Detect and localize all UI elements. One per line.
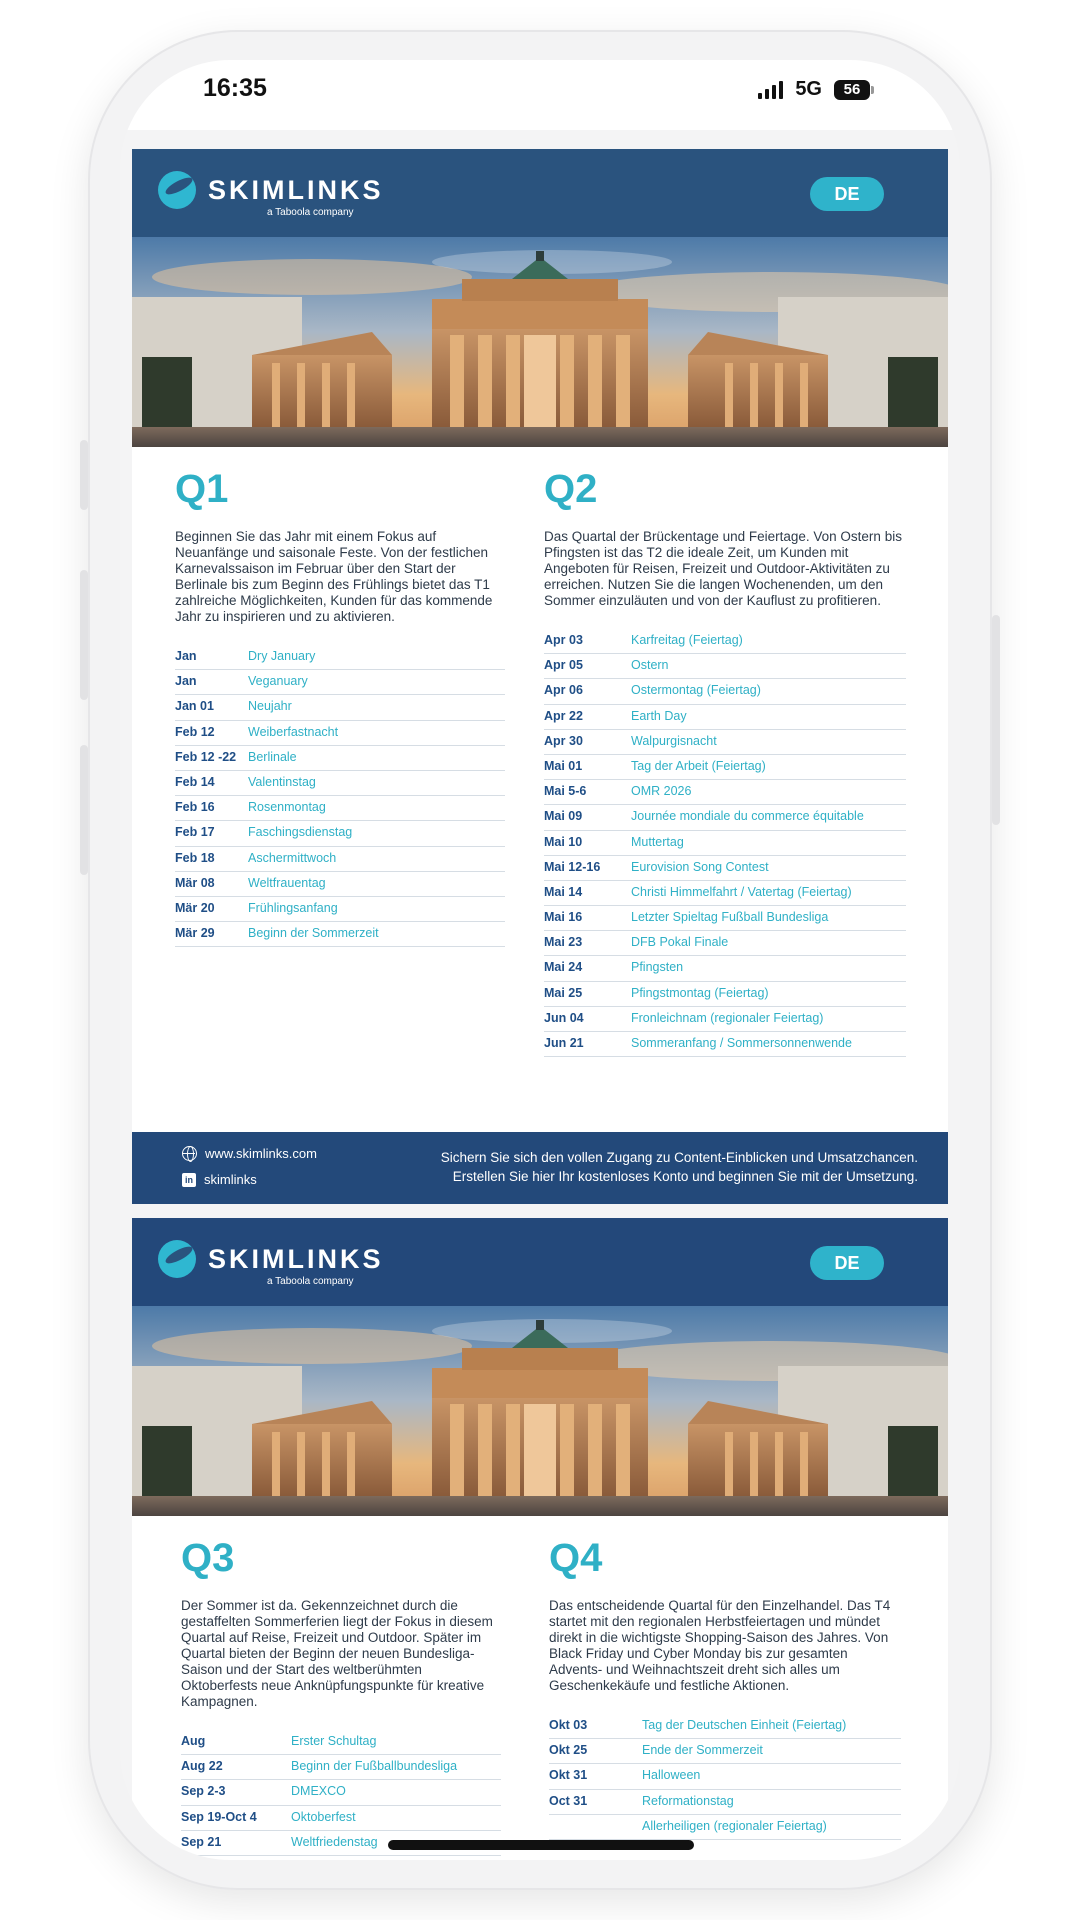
event-name: Ostern (631, 658, 669, 673)
event-row (544, 931, 906, 956)
event-row (544, 780, 906, 805)
quarter-intro: Der Sommer ist da. Gekennzeichnet durch die gestaffelten Sommerferien liegt der Fokus in diesem Quartal auf Reise, Freizeit und Outdoor. Später im Quartal bieten der Beginn der neuen Bundesliga-Saison und der Start des weltberühmten Oktoberfests neue Anknüpfungspunkte für kreative Kampagnen. (181, 1598, 493, 1709)
event-row (544, 629, 906, 654)
event-date: Jun 21 (544, 1036, 584, 1050)
event-row (181, 1780, 501, 1805)
event-row (175, 721, 505, 746)
event-name: Tag der Arbeit (Feiertag) (631, 758, 766, 773)
event-date: Mai 12-16 (544, 859, 601, 874)
event-name: Reformationstag (642, 1793, 734, 1808)
event-date: Mai 14 (544, 884, 583, 899)
phone-power-button (992, 615, 1000, 825)
event-row (181, 1730, 501, 1755)
event-row (544, 805, 906, 830)
event-row (175, 847, 505, 872)
event-date: Feb 18 (175, 850, 215, 865)
event-date: Mai 10 (544, 834, 583, 849)
quarter-title: Q4 (549, 1536, 603, 1580)
status-indicators (758, 78, 870, 101)
event-date: Mai 09 (544, 809, 583, 824)
logo-tagline: a Taboola company (267, 1276, 354, 1287)
quarter-title: Q1 (175, 467, 229, 511)
event-row (549, 1714, 901, 1739)
event-date: Mai 24 (544, 960, 583, 975)
event-date: Mai 25 (544, 985, 583, 1000)
event-date: Okt 31 (549, 1768, 588, 1783)
event-row (544, 831, 906, 856)
event-name: Neujahr (248, 699, 292, 714)
event-name: Veganuary (248, 674, 308, 689)
website-url: www.skimlinks.com (205, 1146, 317, 1161)
event-row (544, 705, 906, 730)
quarter-title: Q3 (181, 1536, 235, 1580)
event-name: Halloween (642, 1768, 701, 1783)
skimlinks-logo-icon (158, 1240, 196, 1278)
skimlinks-logo[interactable] (158, 1240, 384, 1278)
event-date: Mai 5-6 (544, 784, 587, 799)
event-row (175, 922, 505, 947)
calendar-page-1 (132, 149, 948, 1204)
event-row (544, 755, 906, 780)
event-name: Aschermittwoch (248, 850, 337, 865)
event-name: Erster Schultag (291, 1734, 377, 1748)
event-name: Fronleichnam (regionaler Feiertag) (631, 1010, 824, 1025)
event-name: DFB Pokal Finale (631, 935, 729, 950)
event-row (544, 1032, 906, 1057)
event-name: Letzter Spieltag Fußball Bundesliga (631, 910, 829, 925)
event-name: Ostermontag (Feiertag) (631, 683, 761, 698)
event-date: Feb 17 (175, 825, 215, 840)
linkedin-handle: skimlinks (204, 1172, 257, 1187)
event-date: Feb 16 (175, 800, 215, 815)
quarter-q3 (181, 1536, 501, 1856)
event-date: Feb 12 (175, 724, 215, 739)
quarter-intro: Das Quartal der Brückentage und Feiertage. Von Ostern bis Pfingsten ist das T2 die ideale Zeit, um Kunden mit Angeboten für Reisen, Freizeit und Outdoor-Aktivitäten zu erreichen. Nutzen Sie die langen Wochenenden, um den Sommer einzuläuten und von der Kauflust zu profitieren. (544, 529, 902, 608)
event-date: Sep 2-3 (181, 1784, 226, 1799)
brandenburg-gate-image (132, 1306, 948, 1516)
logo-wordmark: SKIMLINKS (208, 174, 384, 205)
linkedin-link[interactable] (182, 1172, 257, 1187)
event-date: Apr 22 (544, 708, 583, 723)
website-link[interactable] (182, 1146, 317, 1161)
logo-tagline: a Taboola company (267, 207, 354, 218)
event-name: DMEXCO (291, 1784, 346, 1799)
skimlinks-logo-icon (158, 171, 196, 209)
event-date: Aug 22 (181, 1759, 223, 1774)
event-row (175, 872, 505, 897)
quarter-title: Q2 (544, 467, 598, 511)
event-row (175, 670, 505, 695)
event-name: Ende der Sommerzeit (642, 1743, 763, 1758)
event-list (549, 1714, 901, 1840)
quarter-q1 (175, 467, 505, 947)
phone-screen (120, 60, 960, 1860)
logo-wordmark: SKIMLINKS (208, 1243, 384, 1274)
event-name: Frühlingsanfang (248, 900, 338, 915)
event-date: Mai 16 (544, 910, 583, 925)
event-name: Valentinstag (248, 774, 316, 789)
event-date: Oct 31 (549, 1793, 588, 1808)
event-name: Dry January (248, 649, 316, 663)
status-bar (120, 60, 960, 130)
event-name: Rosenmontag (248, 800, 326, 815)
quarter-intro: Beginnen Sie das Jahr mit einem Fokus auf Neuanfänge und saisonale Feste. Von der festlichen Karnevalssaison im Februar über den Start der Berlinale bis zum Beginn des Frühlings bietet das T1 zahlreiche Möglichkeiten, Kunden für das kommende Jahr zu inspirieren und zu aktivieren. (175, 529, 493, 624)
page-header (132, 1218, 948, 1306)
event-date: Feb 14 (175, 774, 215, 789)
event-row (175, 821, 505, 846)
event-name: Earth Day (631, 708, 687, 723)
phone-volume-down-button (80, 745, 88, 875)
event-name: Muttertag (631, 834, 684, 849)
event-row (175, 695, 505, 720)
event-row (544, 906, 906, 931)
event-date: Apr 05 (544, 658, 583, 673)
quarter-q4 (549, 1536, 901, 1840)
brandenburg-gate-banner (132, 237, 948, 447)
event-date: Apr 30 (544, 733, 583, 748)
event-name: Tag der Deutschen Einheit (Feiertag) (642, 1718, 847, 1732)
linkedin-icon: in (182, 1173, 196, 1187)
language-badge[interactable]: DE (810, 1246, 884, 1280)
event-row (544, 881, 906, 906)
event-row (544, 956, 906, 981)
event-row (175, 771, 505, 796)
event-name: Eurovision Song Contest (631, 859, 769, 874)
cellular-signal-icon (758, 81, 783, 99)
event-date: Sep 19-Oct 4 (181, 1809, 257, 1824)
event-row (175, 796, 505, 821)
quarter-q2 (544, 467, 906, 1057)
event-name: Weltfrauentag (248, 875, 326, 890)
event-list (181, 1730, 501, 1856)
event-date: Mär 29 (175, 926, 215, 941)
event-name: OMR 2026 (631, 784, 692, 799)
cta-line-2: Erstellen Sie hier Ihr kostenloses Konto und beginnen Sie mit der Umsetzung. (452, 1169, 918, 1184)
event-date: Mai 01 (544, 758, 583, 773)
event-date: Jan (175, 674, 197, 689)
event-date: Jan (175, 649, 197, 663)
event-date: Apr 03 (544, 633, 583, 647)
event-row (544, 856, 906, 881)
event-name: Walpurgisnacht (631, 733, 717, 748)
event-row (544, 730, 906, 755)
brandenburg-gate-banner (132, 1306, 948, 1516)
event-row (549, 1739, 901, 1764)
phone-mute-switch (80, 440, 88, 510)
home-indicator[interactable] (388, 1840, 694, 1850)
event-date: Mai 23 (544, 935, 583, 950)
globe-icon (182, 1146, 197, 1161)
battery-icon: 56 (834, 80, 870, 100)
page-footer (132, 1132, 948, 1204)
event-row (544, 1007, 906, 1032)
event-name: Weiberfastnacht (248, 724, 339, 739)
event-date: Okt 03 (549, 1718, 588, 1732)
event-date: Jun 04 (544, 1010, 584, 1025)
event-name: Oktoberfest (291, 1809, 356, 1824)
quarter-intro: Das entscheidende Quartal für den Einzelhandel. Das T4 startet mit den regionalen Herbstfeiertagen und mündet direkt in die wichtigste Shopping-Saison des Jahres. Von Black Friday und Cyber Monday bis zur gesamten Advents- und Weihnachtszeit dreht sich alles um Geschenkekäufe und festliche Aktionen. (549, 1598, 891, 1693)
event-date: Okt 25 (549, 1743, 588, 1758)
cta-line-1: Sichern Sie sich den vollen Zugang zu Content-Einblicken und Umsatzchancen. (440, 1150, 918, 1165)
event-name: Pfingsten (631, 960, 684, 975)
event-name: Journée mondiale du commerce équitable (631, 809, 864, 824)
event-list (175, 645, 505, 947)
event-name: Weltfriedenstag (291, 1834, 378, 1849)
signup-cta[interactable] (358, 1148, 918, 1186)
brandenburg-gate-image (132, 237, 948, 447)
event-row (181, 1755, 501, 1780)
event-row (549, 1790, 901, 1815)
event-name: Allerheiligen (regionaler Feiertag) (642, 1818, 827, 1833)
skimlinks-logo[interactable] (158, 171, 384, 209)
event-row (549, 1815, 901, 1840)
event-date: Aug (181, 1734, 206, 1748)
event-row (544, 679, 906, 704)
event-row (181, 1806, 501, 1831)
calendar-page-2 (132, 1218, 948, 1860)
event-name: Beginn der Sommerzeit (248, 926, 379, 941)
event-row (175, 897, 505, 922)
event-name: Christi Himmelfahrt / Vatertag (Feiertag) (631, 884, 852, 899)
status-time: 16:35 (203, 74, 267, 102)
language-badge[interactable]: DE (810, 177, 884, 211)
event-list (544, 629, 906, 1057)
event-name: Beginn der Fußballbundesliga (291, 1759, 458, 1774)
event-row (544, 982, 906, 1007)
event-date: Sep 21 (181, 1834, 222, 1849)
event-name: Faschingsdienstag (248, 825, 353, 840)
page-header (132, 149, 948, 237)
event-date: Jan 01 (175, 699, 214, 714)
event-row (175, 645, 505, 670)
event-date: Apr 06 (544, 683, 583, 698)
event-date: Mär 08 (175, 875, 215, 890)
event-row (549, 1764, 901, 1789)
event-name: Sommeranfang / Sommersonnenwende (631, 1036, 852, 1050)
event-name: Pfingstmontag (Feiertag) (631, 985, 769, 1000)
event-date: Mär 20 (175, 900, 215, 915)
event-row (175, 746, 505, 771)
event-date: Feb 12 -22 (175, 749, 237, 764)
event-row (544, 654, 906, 679)
phone-volume-up-button (80, 570, 88, 700)
event-name: Berlinale (248, 749, 297, 764)
event-name: Karfreitag (Feiertag) (631, 633, 743, 647)
network-type: 5G (795, 78, 822, 100)
